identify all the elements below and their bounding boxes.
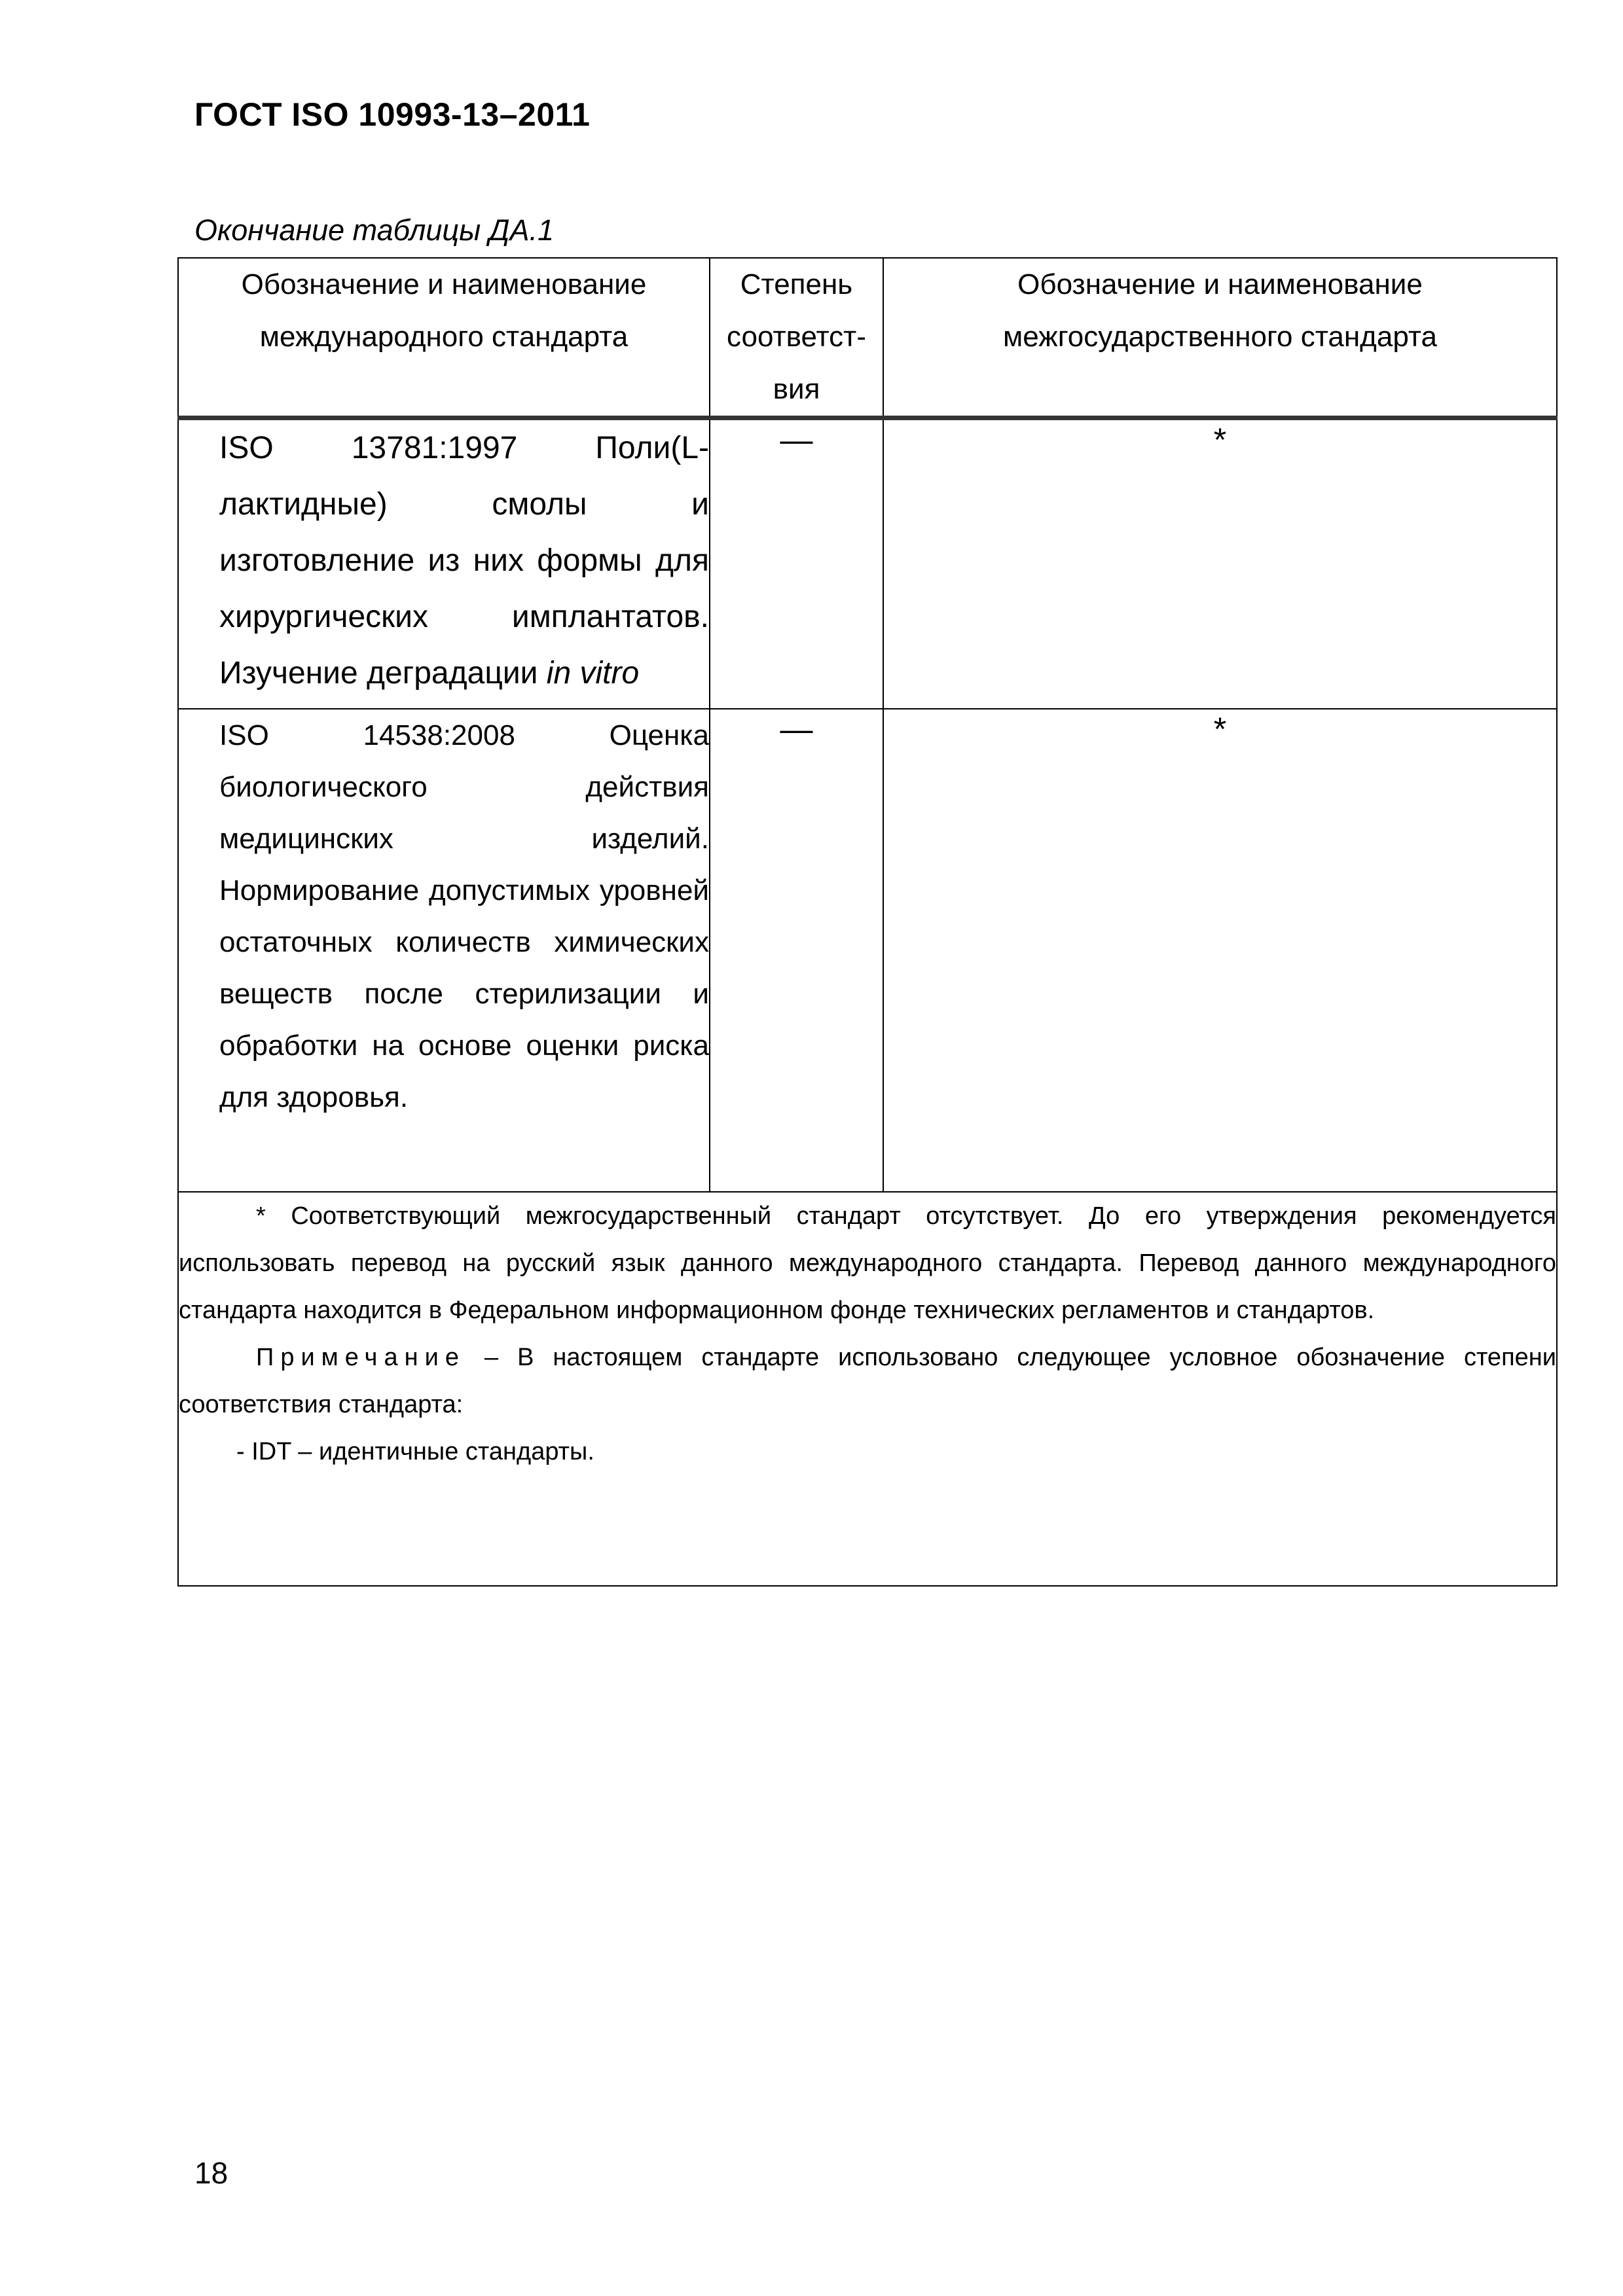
- note-text: – В настоящем стандарте использовано следующее условное обозначение степени соответствия стандарта:: [179, 1344, 1556, 1418]
- interstate-standard-cell: *: [883, 709, 1557, 1192]
- table-caption: Окончание таблицы ДА.1: [194, 213, 554, 247]
- international-standard-cell: [178, 709, 710, 1192]
- degree-cell: —: [710, 709, 883, 1192]
- note-label: Примечание: [256, 1344, 465, 1371]
- table-header-row: [178, 258, 1557, 418]
- page-number: 18: [194, 2156, 228, 2190]
- document-header: ГОСТ ISO 10993-13–2011: [194, 96, 591, 133]
- interstate-standard-cell: *: [883, 418, 1557, 709]
- standard-description: ISO 14538:2008 Оценка биологического действия медицинских изделий. Нормирование допустимых уровней остаточных количеств химических веществ после стерилизации и обработки на основе оценки риска для здоровья.: [219, 719, 709, 1113]
- degree-cell: —: [710, 418, 883, 709]
- footnote-text: * Соответствующий межгосударственный стандарт отсутствует. До его утверждения рекомендуется использовать перевод на русский язык данного международного стандарта. Перевод данного международного стандарта находится в Федеральном информационном фонде технических регламентов и стандартов.: [179, 1202, 1556, 1324]
- header-international-standard: Обозначение и наименование международного стандарта: [178, 258, 710, 418]
- international-standard-cell: [178, 418, 710, 709]
- standards-table: [177, 257, 1558, 1587]
- table-row: [178, 709, 1557, 1192]
- note-paragraph: [179, 1334, 1556, 1428]
- note-list-item: - IDT – идентичные стандарты.: [236, 1438, 594, 1465]
- table-row: [178, 418, 1557, 709]
- header-degree-of-conformity: Степень соответст- вия: [710, 258, 883, 418]
- header-interstate-standard: Обозначение и наименование межгосударственного стандарта: [883, 258, 1557, 418]
- standard-description-italic: in vitro: [546, 656, 640, 691]
- table-footnote-row: [178, 1192, 1557, 1586]
- standard-description: ISO 13781:1997 Поли(L-лактидные) смолы и изготовление из них формы для хирургических имплантатов. Изучение деградации: [219, 431, 709, 691]
- table-footnote-cell: [178, 1192, 1557, 1586]
